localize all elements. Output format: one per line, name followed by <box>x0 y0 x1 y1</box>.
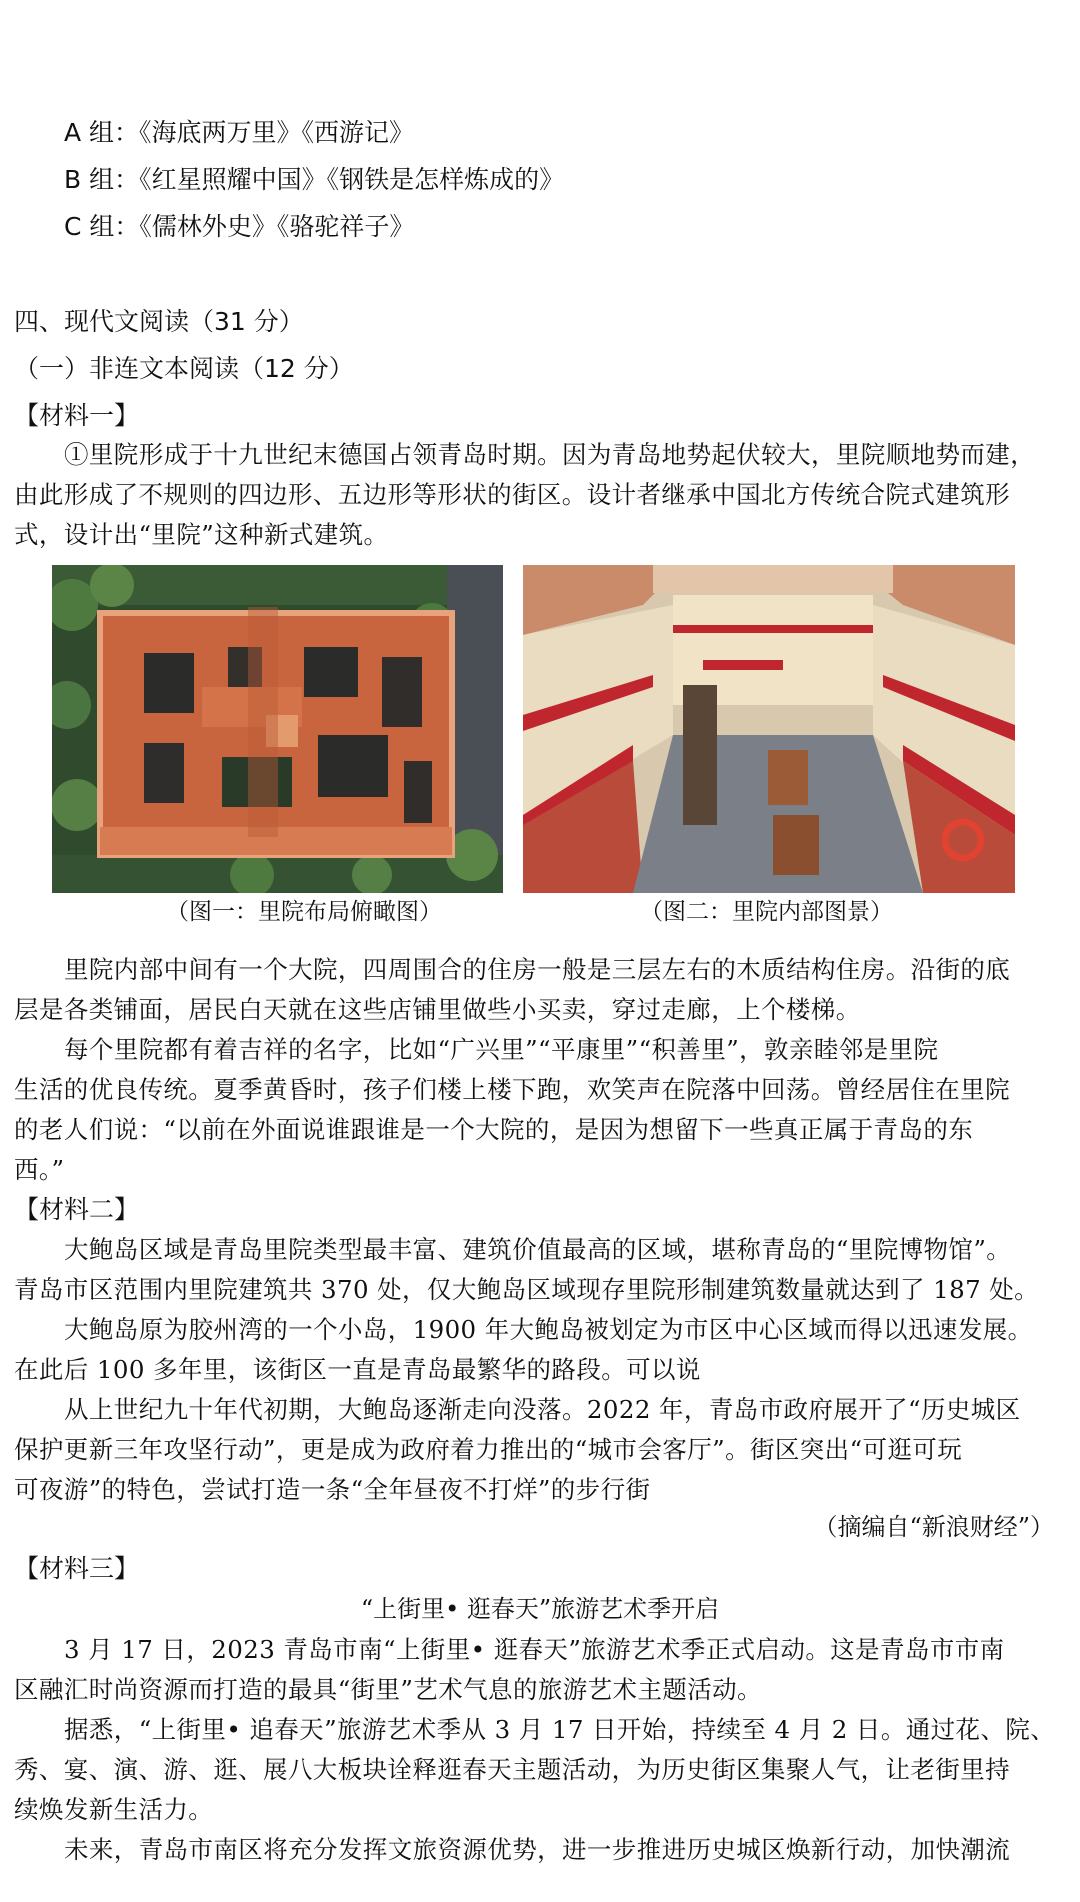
text-line: 续焕发新生活力。 <box>14 1795 214 1824</box>
material2-source: （摘编自“新浪财经”） <box>813 1513 1054 1541</box>
text-line: 西。” <box>14 1155 65 1184</box>
text-line: 式，设计出“里院”这种新式建筑。 <box>14 520 389 549</box>
text-line: 大鲍岛区域是青岛里院类型最丰富、建筑价值最高的区域，堪称青岛的“里院博物馆”。 <box>64 1235 1012 1264</box>
section-title: 四、现代文阅读（31 分） <box>14 307 304 336</box>
text-line: 据悉，“上街里• 追春天”旅游艺术季从 3 月 17 日开始，持续至 4 月 2 日。通过花、院、 <box>64 1715 1056 1744</box>
text-line: 未来，青岛市南区将充分发挥文旅资源优势，进一步推进历史城区焕新行动，加快潮流 <box>64 1835 1011 1864</box>
text-line: 层是各类铺面，居民白天就在这些店铺里做些小买卖，穿过走廊，上个楼梯。 <box>14 995 861 1024</box>
text-line: 区融汇时尚资源而打造的最具“街里”艺术气息的旅游艺术主题活动。 <box>14 1675 762 1704</box>
text-line: 生活的优良传统。夏季黄昏时，孩子们楼上楼下跑，欢笑声在院落中回荡。曾经居住在里院 <box>14 1075 1010 1104</box>
text-line: 每个里院都有着吉祥的名字，比如“广兴里”“平康里”“积善里”，敦亲睦邻是里院 <box>64 1035 939 1064</box>
aerial-view-image <box>52 565 503 893</box>
figure1-caption: （图一：里院布局俯瞰图） <box>166 899 442 925</box>
figure-interior-view <box>523 565 1015 893</box>
text-line: 的老人们说：“以前在外面说谁跟谁是一个大院的，是因为想留下一些真正属于青岛的东 <box>14 1115 974 1144</box>
text-line: 从上世纪九十年代初期，大鲍岛逐渐走向没落。2022 年，青岛市政府展开了“历史城区 <box>64 1395 1021 1424</box>
text-line: 在此后 100 多年里，该街区一直是青岛最繁华的路段。可以说 <box>14 1355 701 1384</box>
reading-group-a: A 组：《海底两万里》《西游记》 <box>64 118 415 147</box>
material3-paragraph-1 <box>14 1630 1064 1710</box>
material2-paragraph-2 <box>14 1310 1064 1390</box>
figure-aerial-view <box>52 565 503 893</box>
material3-paragraph-3 <box>14 1830 1064 1870</box>
material1-heading: 【材料一】 <box>14 401 140 430</box>
text-line: ①里院形成于十九世纪末德国占领青岛时期。因为青岛地势起伏较大，里院顺地势而建， <box>64 440 1036 469</box>
material2-paragraph-3 <box>14 1390 1064 1510</box>
text-line: 由此形成了不规则的四边形、五边形等形状的街区。设计者继承中国北方传统合院式建筑形 <box>14 480 1010 509</box>
text-line: 里院内部中间有一个大院，四周围合的住房一般是三层左右的木质结构住房。沿街的底 <box>64 955 1011 984</box>
material3-paragraph-2 <box>14 1710 1064 1830</box>
material3-heading: 【材料三】 <box>14 1554 140 1583</box>
reading-group-c: C 组：《儒林外史》《骆驼祥子》 <box>64 212 415 241</box>
text-line: 3 月 17 日，2023 青岛市南“上街里• 逛春天”旅游艺术季正式启动。这是青岛市市南 <box>64 1635 1005 1664</box>
text-line: 可夜游”的特色，尝试打造一条“全年昼夜不打烊”的步行街 <box>14 1475 651 1504</box>
text-line: 秀、宴、演、游、逛、展八大板块诠释逛春天主题活动，为历史街区集聚人气，让老街里持 <box>14 1755 1010 1784</box>
material1-paragraph-2 <box>14 950 1064 1030</box>
material1-paragraph-1 <box>14 435 1064 555</box>
text-line: 保护更新三年攻坚行动”，更是成为政府着力推出的“城市会客厅”。街区突出“可逛可玩 <box>14 1435 963 1464</box>
text-line: 大鲍岛原为胶州湾的一个小岛，1900 年大鲍岛被划定为市区中心区域而得以迅速发展。 <box>64 1315 1033 1344</box>
interior-view-image <box>523 565 1015 893</box>
text-line: 青岛市区范围内里院建筑共 370 处，仅大鲍岛区域现存里院形制建筑数量就达到了 187 处。 <box>14 1275 1040 1304</box>
figure2-caption: （图二：里院内部图景） <box>640 899 893 925</box>
material1-paragraph-3 <box>14 1030 1064 1190</box>
reading-group-b: B 组：《红星照耀中国》《钢铁是怎样炼成的》 <box>64 165 565 194</box>
material2-paragraph-1 <box>14 1230 1064 1310</box>
material2-heading: 【材料二】 <box>14 1195 140 1224</box>
material3-headline: “上街里• 逛春天”旅游艺术季开启 <box>360 1595 720 1623</box>
section-subtitle: （一）非连文本阅读（12 分） <box>14 354 354 383</box>
